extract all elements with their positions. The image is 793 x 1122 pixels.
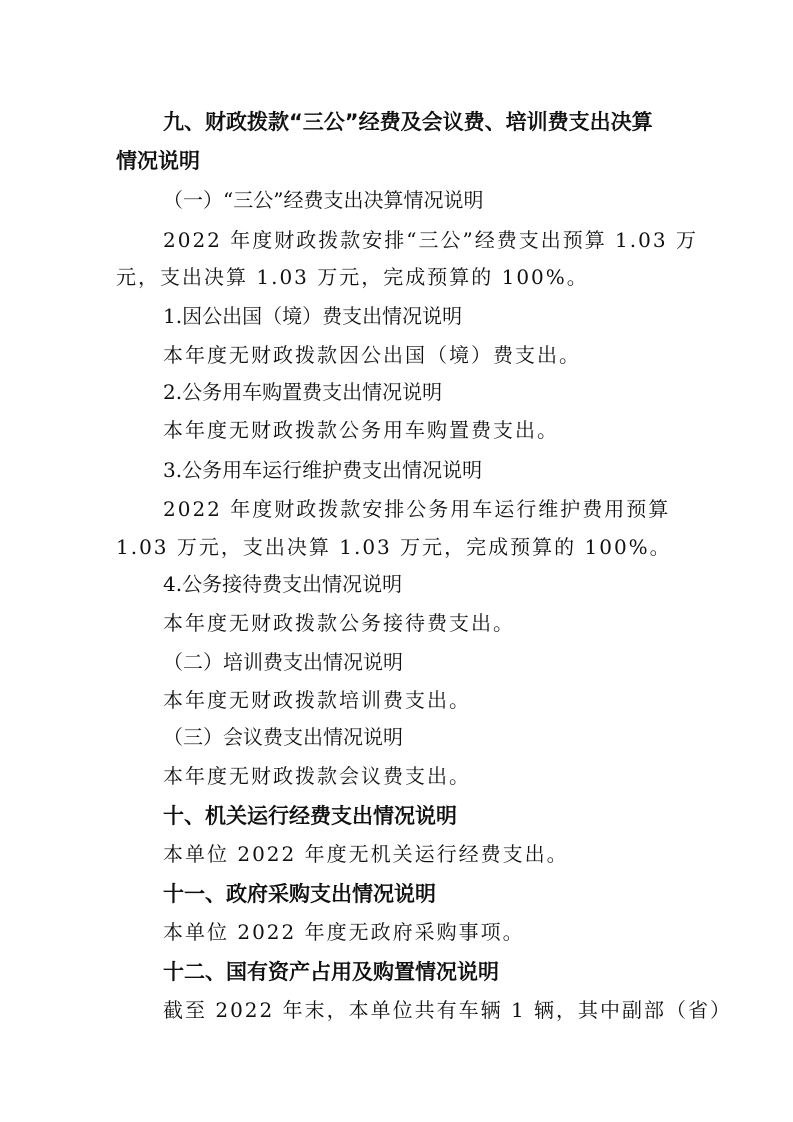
- section11-text: 本单位 2022 年度无政府采购事项。: [163, 920, 525, 944]
- item2-text: 本年度无财政拨款公务用车购置费支出。: [163, 418, 559, 442]
- section9-heading-line2: 情况说明: [116, 149, 200, 173]
- item2-title: 2.公务用车购置费支出情况说明: [163, 380, 443, 404]
- item3-line1: 2022 年度财政拨款安排公务用车运行维护费用预算: [163, 497, 671, 521]
- sub1-para-line1: 2022 年度财政拨款安排“三公”经费支出预算 1.03 万: [163, 228, 698, 252]
- sub3-title: （三）会议费支出情况说明: [163, 725, 403, 749]
- sub1-para-line2: 元，支出决算 1.03 万元，完成预算的 100%。: [116, 265, 589, 289]
- sub2-title: （二）培训费支出情况说明: [163, 650, 403, 674]
- sub2-text: 本年度无财政拨款培训费支出。: [163, 688, 471, 712]
- item1-text: 本年度无财政拨款因公出国（境）费支出。: [163, 343, 581, 367]
- item4-title: 4.公务接待费支出情况说明: [163, 572, 403, 596]
- section10-heading: 十、机关运行经费支出情况说明: [163, 804, 457, 828]
- item3-title: 3.公务用车运行维护费支出情况说明: [163, 458, 483, 482]
- item4-text: 本年度无财政拨款公务接待费支出。: [163, 611, 515, 635]
- section12-text: 截至 2022 年末，本单位共有车辆 1 辆，其中副部（省）: [163, 998, 733, 1022]
- section9-heading-line1: 九、财政拨款“三公”经费及会议费、培训费支出决算: [163, 110, 653, 134]
- sub1-title: （一）“三公”经费支出决算情况说明: [163, 188, 484, 212]
- item3-line2: 1.03 万元，支出决算 1.03 万元，完成预算的 100%。: [116, 535, 672, 559]
- section10-text: 本单位 2022 年度无机关运行经费支出。: [163, 842, 569, 866]
- item1-title: 1.因公出国（境）费支出情况说明: [163, 304, 463, 328]
- section12-heading: 十二、国有资产占用及购置情况说明: [163, 960, 499, 984]
- sub3-text: 本年度无财政拨款会议费支出。: [163, 764, 471, 788]
- section11-heading: 十一、政府采购支出情况说明: [163, 882, 436, 906]
